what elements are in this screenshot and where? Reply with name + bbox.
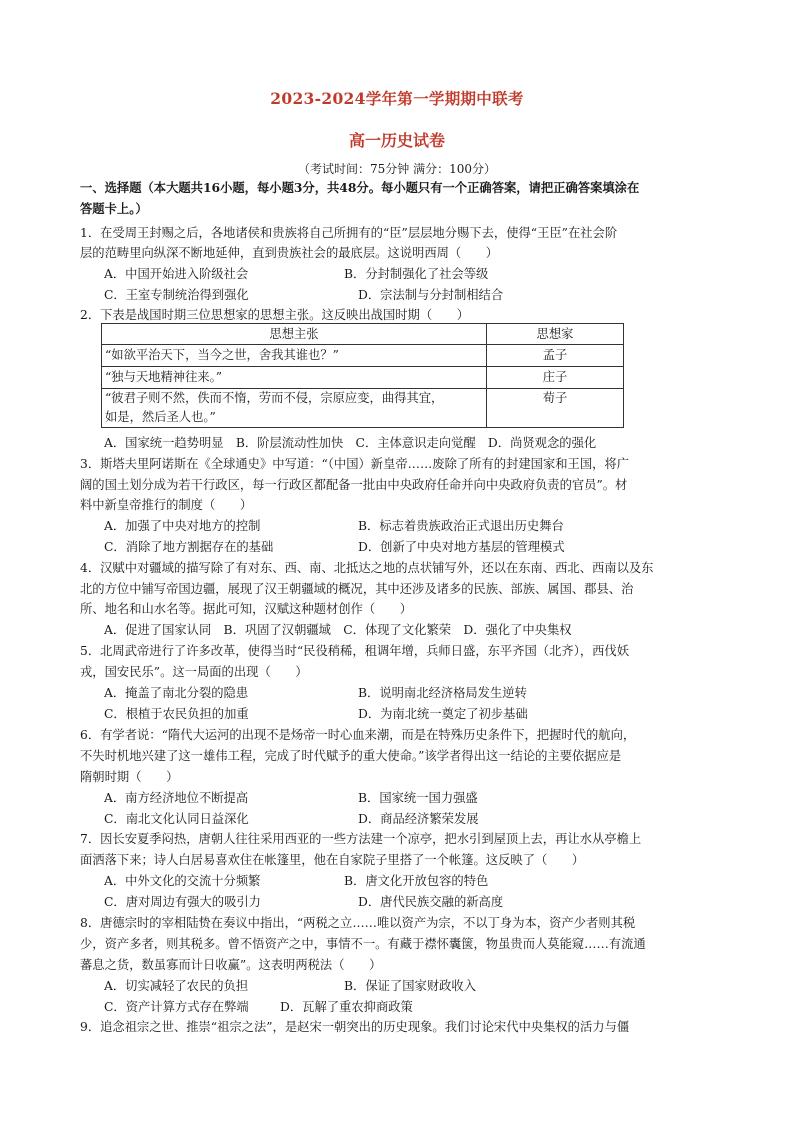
q5-option-b: B．说明南北经济格局发生逆转 <box>358 686 527 700</box>
q3-option-b: B．标志着贵族政治正式退出历史舞台 <box>358 519 564 533</box>
q3-stem-cont: 阔的国土划分成为若干行政区，每一行政区都配备一批由中央政府任命并向中央政府负责的官员”。材 <box>80 478 628 492</box>
q3-option-a: A．加强了中央对地方的控制 <box>104 519 261 533</box>
q1-option-c: C．王室专制统治得到强化 <box>104 288 249 302</box>
q8-stem-cont: 少，资产多者，则其税多。曾不悟资产之中，事情不一。有藏于襟怀囊箧，物虽贵而人莫能窥……有流通 <box>80 937 646 951</box>
q6-option-a: A．南方经济地位不断提高 <box>104 791 249 805</box>
q7-stem: 7．因长安夏季闷热，唐朝人往往采用西亚的一些方法建一个凉亭，把水引到屋顶上去，再让水从亭檐上 <box>80 832 642 846</box>
q7-stem-cont: 面洒落下来；诗人白居易喜欢住在帐篷里，他在自家院子里搭了一个帐篷。这反映了（ ） <box>80 853 585 867</box>
q2-table-cell: 庄子 <box>487 367 624 389</box>
q4-options: A．促进了国家认同 B．巩固了汉朝疆域 C．体现了文化繁荣 D．强化了中央集权 <box>104 623 572 637</box>
q3-option-c: C．消除了地方割据存在的基础 <box>104 540 274 554</box>
q3-stem: 3．斯塔夫里阿诺斯在《全球通史》中写道：“（中国）新皇帝……废除了所有的封建国家和王国，将广 <box>80 457 630 471</box>
q8-option-b: B．保证了国家财政收入 <box>344 979 477 993</box>
q7-option-c: C．唐对周边有强大的吸引力 <box>104 895 261 909</box>
q2-table-cell <box>102 389 487 428</box>
q2-table-header-thought: 思想主张 <box>102 324 487 345</box>
q7-option-d: D．唐代民族交融的新高度 <box>358 895 504 909</box>
q7-option-b: B．唐文化开放包容的特色 <box>344 874 489 888</box>
q6-option-d: D．商品经济繁荣发展 <box>358 812 479 826</box>
q3-stem-cont: 料中新皇帝推行的制度（ ） <box>80 498 253 512</box>
q5-stem: 5．北周武帝进行了许多改革，使得当时“民役稍稀，租调年增，兵师日盛，东平齐国（北齐），西伐妖 <box>80 644 630 658</box>
q1-option-a: A．中国开始进入阶级社会 <box>104 267 249 281</box>
q1-option-b: B．分封制强化了社会等级 <box>344 267 489 281</box>
q4-stem-cont: 北的方位中铺写帝国边疆，展现了汉王朝疆域的概况，其中还涉及诸多的民族、部族、属国、郡县、治 <box>80 582 634 596</box>
section-heading-cont: 答题卡上。） <box>80 201 148 216</box>
q5-option-d: D．为南北统一奠定了初步基础 <box>358 707 528 721</box>
q6-option-b: B．国家统一国力强盛 <box>358 791 478 805</box>
q8-option-c: C．资产计算方式存在弊端 <box>104 1000 249 1014</box>
q8-option-d: D．瓦解了重农抑商政策 <box>280 1000 413 1014</box>
q7-option-a: A．中外文化的交流十分频繁 <box>104 874 261 888</box>
q8-stem: 8．唐德宗时的宰相陆贽在奏议中指出，“两税之立……唯以资产为宗，不以丁身为本，资产少者则其税 <box>80 916 636 930</box>
q5-option-c: C．根植于农民负担的加重 <box>104 707 249 721</box>
q2-table-header-thinker: 思想家 <box>487 324 624 345</box>
q9-stem: 9．追念祖宗之世、推崇“祖宗之法”，是赵宋一朝突出的历史现象。我们讨论宋代中央集权的活力与僵 <box>80 1020 630 1034</box>
q8-stem-cont: 蕃息之货，数虽寡而计日收赢”。这表明两税法（ ） <box>80 958 382 972</box>
q4-stem-cont: 所、地名和山水名等。据此可知，汉赋这种题材创作（ ） <box>80 602 413 616</box>
q2-table-cell-line: 如是，然后圣人也。” <box>105 410 216 424</box>
exam-info: （考试时间：75分钟 满分：100分） <box>298 162 496 176</box>
q6-stem: 6．有学者说：“隋代大运河的出现不是炀帝一时心血来潮，而是在特殊历史条件下，把握时代的航向， <box>80 728 636 742</box>
paper-title: 高一历史试卷 <box>348 131 445 150</box>
q2-stem: 2．下表是战国时期三位思想家的思想主张。这反映出战国时期（ ） <box>80 308 470 322</box>
q1-stem: 1．在受周王封赐之后，各地诸侯和贵族将自己所拥有的“臣”层层地分赐下去，使得“王臣”在社会阶 <box>80 226 618 240</box>
q2-table <box>101 323 624 428</box>
q6-stem-cont: 隋朝时期（ ） <box>80 770 179 784</box>
q2-table-cell: “如欲平治天下，当今之世，舍我其谁也？” <box>102 345 487 367</box>
q2-table-cell-line: “彼君子则不然，佚而不惰，劳而不侵，宗原应变，曲得其宜， <box>105 391 444 405</box>
q5-stem-cont: 戎，国安民乐”。这一局面的出现（ ） <box>80 665 308 679</box>
q2-table-cell: 孟子 <box>487 345 624 367</box>
q5-option-a: A．掩盖了南北分裂的隐患 <box>104 686 249 700</box>
q2-table-cell: 荀子 <box>487 389 624 428</box>
q2-options: A．国家统一趋势明显 B．阶层流动性加快 C．主体意识走向觉醒 D．尚贤观念的强化 <box>104 436 597 450</box>
q4-stem: 4．汉赋中对疆域的描写除了有对东、西、南、北抵达之地的点状铺写外，还以在东南、西北、西南以及东 <box>80 561 654 575</box>
q1-option-d: D．宗法制与分封制相结合 <box>358 288 504 302</box>
q3-option-d: D．创新了中央对地方基层的管理模式 <box>358 540 565 554</box>
q2-table-cell: “独与天地精神往来。” <box>102 367 487 389</box>
section-heading: 一、选择题（本大题共16小题，每小题3分，共48分。每小题只有一个正确答案，请把正确答案填涂在 <box>80 180 640 195</box>
q6-stem-cont: 不失时机地兴建了这一雄伟工程，完成了时代赋予的重大使命。”该学者得出这一结论的主要依据应是 <box>80 749 622 763</box>
q1-stem-cont: 层的范畴里向纵深不断地延伸，直到贵族社会的最底层。这说明西周（ ） <box>80 246 499 260</box>
q6-option-c: C．南北文化认同日益深化 <box>104 812 249 826</box>
exam-title: 2023-2024学年第一学期期中联考 <box>270 89 524 108</box>
q8-option-a: A．切实减轻了农民的负担 <box>104 979 249 993</box>
